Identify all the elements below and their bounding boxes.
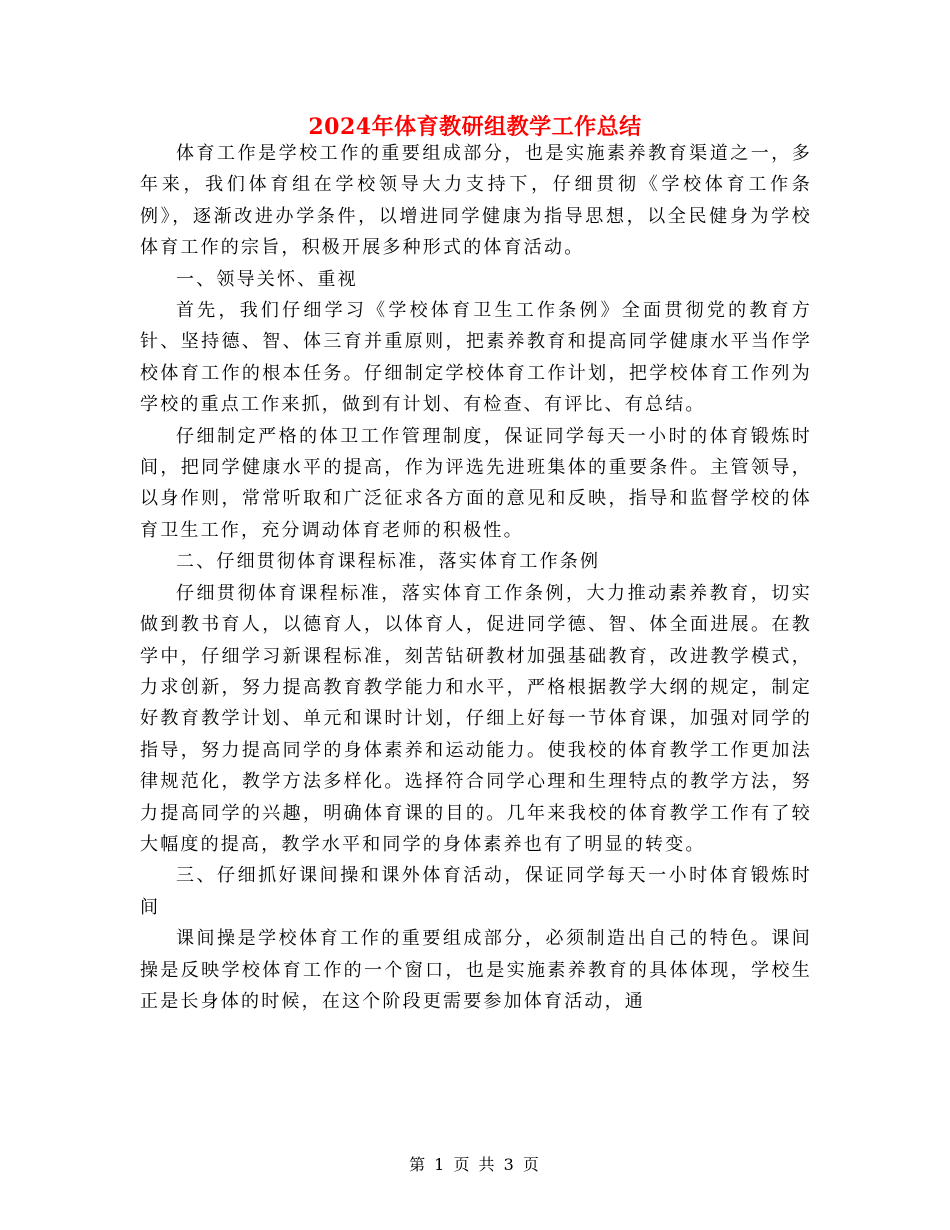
paragraph-intro: 体育工作是学校工作的重要组成部分，也是实施素养教育渠道之一，多年来，我们体育组在学校领导大力支持下，仔细贯彻《学校体育工作条例》，逐渐改进办学条件，以增进同学健康为指导思想，以全民健身为学校体育工作的宗旨，积极开展多种形式的体育活动。 bbox=[140, 143, 812, 259]
section-heading-2: 二、仔细贯彻体育课程标准，落实体育工作条例 bbox=[176, 551, 601, 573]
section-heading-1: 一、领导关怀、重视 bbox=[176, 268, 358, 290]
paragraph-section-1b: 仔细制定严格的体卫工作管理制度，保证同学每天一小时的体育锻炼时间，把同学健康水平的提高，作为评选先进班集体的重要条件。主管领导，以身作则，常常听取和广泛征求各方面的意见和反映，指导和监督学校的体育卫生工作，充分调动体育老师的积极性。 bbox=[140, 425, 812, 541]
page-footer: 第 1 页 共 3 页 bbox=[409, 1155, 541, 1174]
document-title: 2024年体育教研组教学工作总结 bbox=[308, 114, 642, 140]
paragraph-section-2: 仔细贯彻体育课程标准，落实体育工作条例，大力推动素养教育，切实做到教书育人，以德育人，以体育人，促进同学德、智、体全面进展。在教学中，仔细学习新课程标准，刻苦钻研教材加强基础教育，改进教学模式，力求创新，努力提高教育教学能力和水平，严格根据教学大纲的规定，制定好教育教学计划、单元和课时计划，仔细上好每一节体育课，加强对同学的指导，努力提高同学的身体素养和运动能力。使我校的体育教学工作更加法律规范化，教学方法多样化。选择符合同学心理和生理特点的教学方法，努力提高同学的兴趣，明确体育课的目的。几年来我校的体育教学工作有了较大幅度的提高，教学水平和同学的身体素养也有了明显的转变。 bbox=[140, 582, 812, 855]
document-body bbox=[140, 138, 812, 1017]
section-heading-3: 三、仔细抓好课间操和课外体育活动，保证同学每天一小时体育锻炼时间 bbox=[140, 865, 812, 918]
paragraph-section-1a: 首先，我们仔细学习《学校体育卫生工作条例》全面贯彻党的教育方针、坚持德、智、体三育并重原则，把素养教育和提高同学健康水平当作学校体育工作的根本任务。仔细制定学校体育工作计划，把学校体育工作列为学校的重点工作来抓，做到有计划、有检查、有评比、有总结。 bbox=[140, 300, 812, 416]
paragraph-section-3: 课间操是学校体育工作的重要组成部分，必须制造出自己的特色。课间操是反映学校体育工作的一个窗口，也是实施素养教育的具体体现，学校生正是长身体的时候，在这个阶段更需要参加体育活动，通 bbox=[140, 928, 812, 1012]
